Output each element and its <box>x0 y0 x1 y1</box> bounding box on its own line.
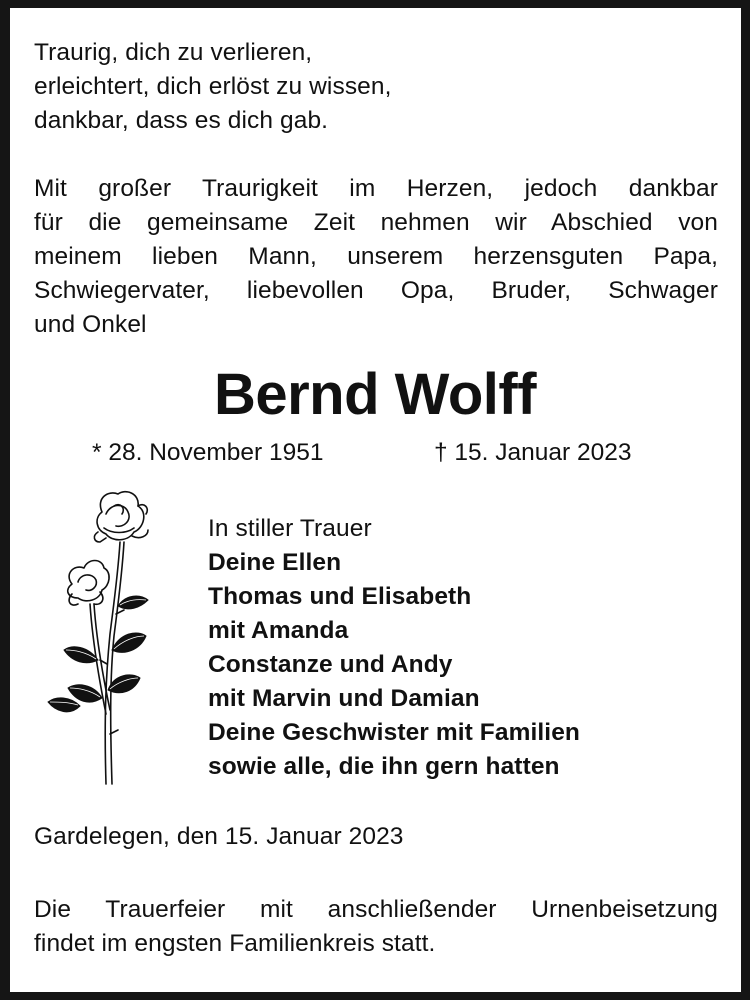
mourner-line: Constanze und Andy <box>208 651 453 678</box>
mourner-line: Deine Geschwister mit Familien <box>208 719 580 746</box>
place-date: Gardelegen, den 15. Januar 2023 <box>34 823 404 850</box>
intro-line: und Onkel <box>34 311 147 338</box>
deceased-name: Bernd Wolff <box>213 362 537 427</box>
intro-line: Mit großer Traurigkeit im Herzen, jedoch dankbar <box>34 175 718 202</box>
mourner-line: Deine Ellen <box>208 549 342 576</box>
birth-date: * 28. November 1951 <box>92 439 324 466</box>
poem <box>34 36 392 138</box>
poem-line: Traurig, dich zu verlieren, <box>34 39 313 66</box>
poem-line: erleichtert, dich erlöst zu wissen, <box>34 73 392 100</box>
intro-line: für die gemeinsame Zeit nehmen wir Abschied von <box>34 209 718 236</box>
poem-line: dankbar, dass es dich gab. <box>34 107 329 134</box>
notice-line: findet im engsten Familienkreis statt. <box>34 930 436 957</box>
death-date: † 15. Januar 2023 <box>434 439 632 466</box>
intro-line: meinem lieben Mann, unserem herzensguten Papa, <box>34 243 718 270</box>
funeral-notice <box>34 893 718 961</box>
mourners-heading: In stiller Trauer <box>208 515 372 542</box>
mourner-line: sowie alle, die ihn gern hatten <box>208 753 560 780</box>
notice-line: Die Trauerfeier mit anschließender Urnenbeisetzung <box>34 896 718 923</box>
mourner-line: mit Amanda <box>208 617 349 644</box>
intro-line: Schwiegervater, liebevollen Opa, Bruder, Schwager <box>34 277 718 304</box>
mourner-line: mit Marvin und Damian <box>208 685 480 712</box>
mourners-block <box>208 512 580 784</box>
intro-text <box>34 172 718 342</box>
mourner-line: Thomas und Elisabeth <box>208 583 472 610</box>
rose-icon <box>44 484 164 800</box>
